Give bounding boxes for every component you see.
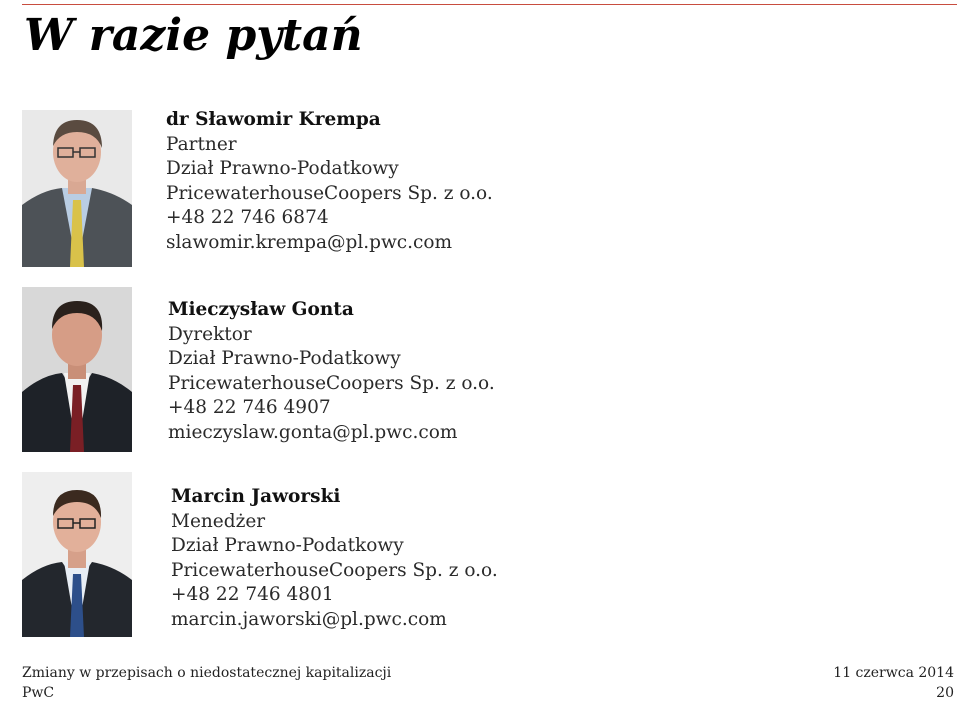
contact-name: dr Sławomir Krempa bbox=[166, 109, 381, 130]
portrait-icon bbox=[22, 287, 132, 452]
contact-email[interactable]: mieczyslaw.gonta@pl.pwc.com bbox=[168, 421, 458, 443]
contact-department: Dział Prawno-Podatkowy bbox=[171, 535, 404, 556]
contact-department: Dział Prawno-Podatkowy bbox=[168, 348, 401, 369]
footer-right bbox=[833, 663, 954, 703]
contact-name: Marcin Jaworski bbox=[171, 486, 341, 507]
page-number: 20 bbox=[936, 685, 954, 701]
contact-position: Partner bbox=[166, 133, 237, 155]
contact-photo-gonta bbox=[22, 287, 132, 452]
contact-email[interactable]: slawomir.krempa@pl.pwc.com bbox=[166, 231, 453, 253]
contact-info-jaworski bbox=[171, 485, 498, 632]
page-title: W razie pytań bbox=[24, 10, 363, 61]
contact-phone[interactable]: +48 22 746 4801 bbox=[171, 584, 334, 605]
contact-info-gonta bbox=[168, 298, 495, 445]
footer-date: 11 czerwca 2014 bbox=[833, 665, 954, 681]
contact-position: Menedżer bbox=[171, 510, 266, 532]
footer-left bbox=[22, 663, 391, 703]
footer-presentation-title: Zmiany w przepisach o niedostatecznej kapitalizacji bbox=[22, 665, 392, 681]
contact-phone[interactable]: +48 22 746 4907 bbox=[168, 397, 331, 418]
contact-info-krempa bbox=[166, 108, 493, 255]
top-rule bbox=[22, 4, 957, 5]
contact-name: Mieczysław Gonta bbox=[168, 299, 354, 320]
contact-photo-jaworski bbox=[22, 472, 132, 637]
contact-department: Dział Prawno-Podatkowy bbox=[166, 158, 399, 179]
contact-phone[interactable]: +48 22 746 6874 bbox=[166, 207, 329, 228]
contact-email[interactable]: marcin.jaworski@pl.pwc.com bbox=[171, 608, 447, 630]
contact-company: PricewaterhouseCoopers Sp. z o.o. bbox=[166, 182, 493, 204]
footer-brand: PwC bbox=[22, 685, 55, 701]
contact-photo-krempa bbox=[22, 110, 132, 267]
portrait-icon bbox=[22, 110, 132, 267]
portrait-icon bbox=[22, 472, 132, 637]
contact-position: Dyrektor bbox=[168, 323, 252, 345]
contact-company: PricewaterhouseCoopers Sp. z o.o. bbox=[171, 559, 498, 581]
contact-company: PricewaterhouseCoopers Sp. z o.o. bbox=[168, 372, 495, 394]
